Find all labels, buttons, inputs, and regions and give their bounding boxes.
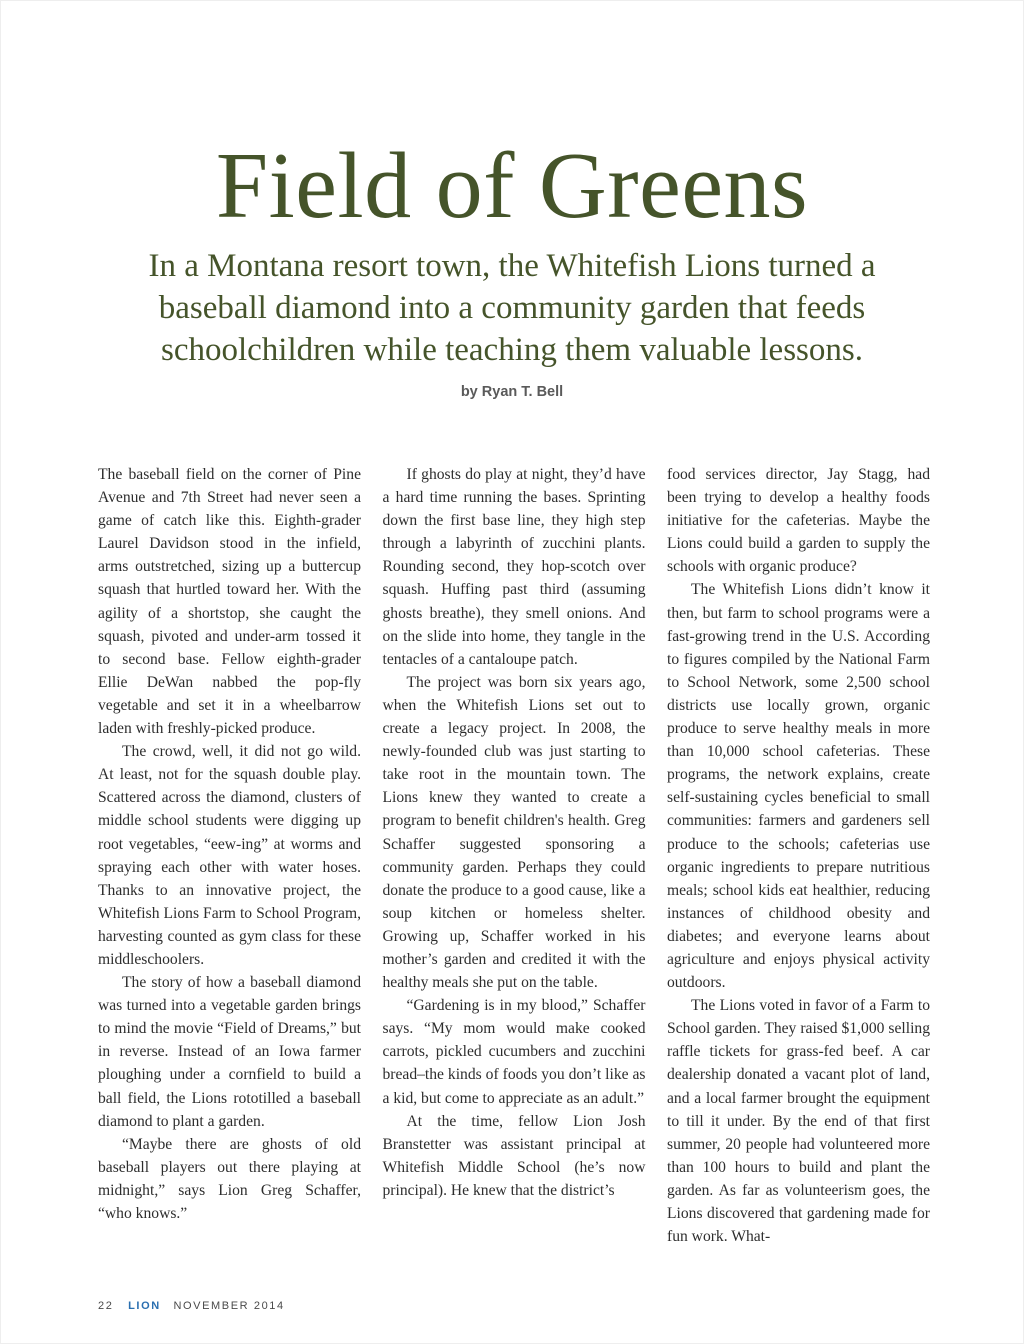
paragraph: The story of how a baseball diamond was turned into a vegetable garden brings to mind the movie “Field of Dreams,” but in reverse. Instead of an Iowa farmer ploughing under a cornfield to build a ball field, the Lions rototilled a baseball diamond to plant a garden. <box>98 974 361 1130</box>
page-number: 22 <box>98 1300 114 1312</box>
article-title: Field of Greens <box>215 134 809 238</box>
issue-date: NOVEMBER 2014 <box>173 1300 285 1312</box>
paragraph: If ghosts do play at night, they’d have a hard time running the bases. Sprinting down the first base line, they high step through a labyrinth of zucchini plants. Rounding second, they hop-scotch over squash. Huffing past third (assuming ghosts breathe), they smell onions. And on the slide into home, they tangle in the tentacles of a cantaloupe patch. <box>382 466 646 668</box>
paragraph: food services director, Jay Stagg, had been trying to develop a healthy foods initiative for the cafeterias. Maybe the Lions could build a garden to supply the schools with organic produce? <box>667 466 930 576</box>
article-body <box>98 463 930 1283</box>
paragraph: The Whitefish Lions didn’t know it then, but farm to school programs were a fast-growing trend in the U.S. According to figures compiled by the National Farm to School Network, some 2,500 school districts use locally grown, organic produce to serve healthy meals in more than 10,000 school cafeterias. These programs, the network explains, create self-sustaining cycles beneficial to small communities: farmers and gardeners sell produce to the schools; cafeterias use organic ingredients to prepare nutritious meals; school kids eat healthier, reducing instances of childhood obesity and diabetes; and everyone learns about agriculture and enjoys physical activity outdoors. <box>667 581 930 992</box>
paragraph: “Maybe there are ghosts of old baseball players out there playing at midnight,” says Lion Greg Schaffer, “who knows.” <box>98 1135 361 1222</box>
paragraph: The project was born six years ago, when the Whitefish Lions set out to create a legacy project. In 2008, the newly-founded club was just starting to take root in the mountain town. The Lions knew they wanted to create a program to benefit children's health. Greg Schaffer suggested sponsoring a community garden. Perhaps they could donate the produce to a good cause, like a soup kitchen or homeless shelter. Growing up, Schaffer worked in his mother’s garden and credited it with the healthy meals she put on the table. <box>382 673 646 992</box>
paragraph: The crowd, well, it did not go wild. At least, not for the squash double play. Scattered across the diamond, clusters of middle school students were digging up root vegetables, “eew-ing” at worms and spraying each other with water hoses. Thanks to an innovative project, the Whitefish Lions Farm to School Program, harvesting counted as gym class for these middleschoolers. <box>98 743 361 968</box>
article-byline: by Ryan T. Bell <box>460 384 564 400</box>
paragraph: The baseball field on the corner of Pine Avenue and 7th Street had never seen a game of catch like this. Eighth-grader Laurel Davidson stood in the infield, arms outstretched, sizing up a buttercup squash that hurtled toward her. With the agility of a shortstop, she caught the squash, pivoted and under-arm tossed it to second base. Fellow eighth-grader Ellie DeWan nabbed the pop-fly vegetable and set it in a wheelbarrow laden with freshly-picked produce. <box>98 466 361 738</box>
body-column-1 <box>98 463 361 1283</box>
magazine-name: LION <box>128 1300 161 1312</box>
paragraph: At the time, fellow Lion Josh Branstetter was assistant principal at Whitefish Middle School (he’s now principal). He knew that the district’s <box>382 1112 646 1199</box>
article-subtitle: In a Montana resort town, the Whitefish Lions turned a baseball diamond into a community garden that feeds schoolchildren while teaching them valuable lessons. <box>148 248 876 368</box>
paragraph: The Lions voted in favor of a Farm to School garden. They raised $1,000 selling raffle tickets for grass-fed beef. A car dealership donated a vacant plot of land, and a local farmer brought the equipment to till it under. By the end of that first summer, 20 people had volunteered more than 100 hours to build and plant the garden. As far as volunteerism goes, the Lions discovered that gardening made for fun work. What- <box>667 997 930 1246</box>
paragraph: “Gardening is in my blood,” Schaffer says. “My mom would make cooked carrots, pickled cucumbers and zucchini bread–the kinds of foods you don’t like as a kid, but come to appreciate as an adult.” <box>382 997 646 1107</box>
body-column-2 <box>383 463 646 1283</box>
body-column-3 <box>667 463 930 1283</box>
page-footer <box>98 1300 285 1312</box>
